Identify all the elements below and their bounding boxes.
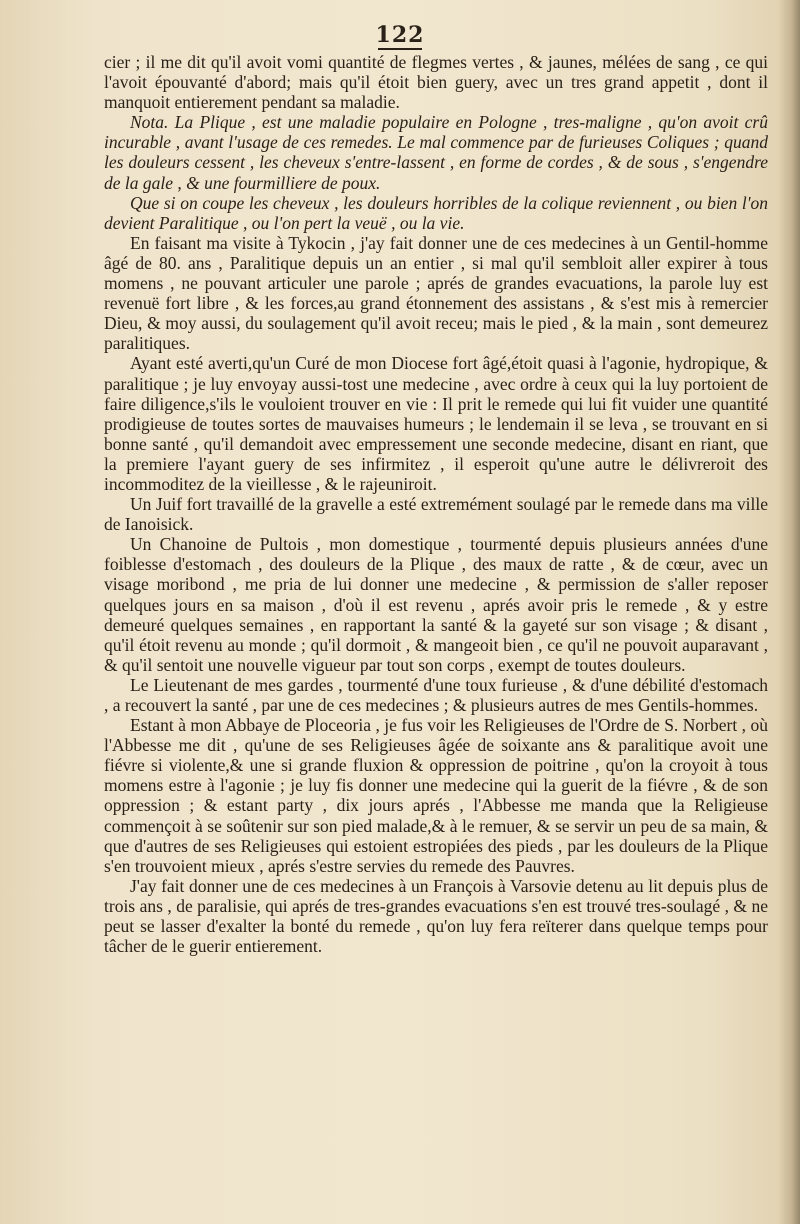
paragraph-abbaye: Estant à mon Abbaye de Ploceoria , je fus voir les Religieuses de l'Ordre de S. Norbert , où l'Abbesse me dit , qu'une de ses Religieuses âgée de soixante ans & paralitique avoit une fiévre si violente,& une si grande fluxion & oppression de poitrine , qu'on la croyoit à tous momens estre à l'agonie ; je luy fis donner une medecine qui la guerit de la fiévre , & de son oppression ; & estant party , dix jours aprés , l'Abbesse me manda que la Religieuse commençoit à se soûtenir sur son pied malade,& à le remuer, & se servir un peu de sa main, & que d'autres de ses Religieuses qui estoient estropiées des pieds , par les douleurs de la Plique s'en trouvoient mieux , aprés s'estre servies du remede des Pauvres. <box>104 715 768 876</box>
body-text <box>104 52 768 956</box>
paragraph-varsovie: J'ay fait donner une de ces medecines à un François à Varsovie detenu au lit depuis plus de trois ans , de paralisie, qui aprés de tres-grandes evacuations s'en est trouvé tres-soulagé , & ne peut se lasser d'exalter la bonté du remede , qu'on luy fera reïterer dans quelque temps pour tâcher de le guerir entierement. <box>104 875 768 957</box>
page-number: 122 <box>375 22 425 48</box>
paragraph-cure: Ayant esté averti,qu'un Curé de mon Diocese fort âgé,étoit quasi à l'agonie, hydropique, & paralitique ; je luy envoyay aussi-tost une medecine , avec ordre à ceux qui la luy portoient de faire diligence,s'ils le vouloient trouver en vie : Il prit le remede qui lui fit vuider une quantité prodigieuse de toutes sortes de mauvaises humeurs ; le lendemain il se leva , se trouvant en si bonne santé , qu'il demandoit avec empressement une seconde medecine, disant en riant, que la premiere l'ayant guery de ses infirmitez , il esperoit qu'une autre le délivreroit des incommoditez de la vieillesse , & le rajeuniroit. <box>104 353 768 494</box>
paragraph-tykocin: En faisant ma visite à Tykocin , j'ay fait donner une de ces medecines à un Gentil-homme âgé de 80. ans , Paralitique depuis un an entier , si mal qu'il sembloit aller expirer à tous momens , ne pouvant articuler une parole ; aprés de grandes evacuations, la parole luy est revenuë fort libre , & les forces,au grand étonnement des assistans , & s'est mis à remercier Dieu, & moy aussi, du soulagement qu'il avoit receu; mais le pied , & la main , sont demeurez paralitiques. <box>104 232 768 354</box>
paragraph-juif: Un Juif fort travaillé de la gravelle a esté extremément soulagé par le remede dans ma ville de Ianoisick. <box>104 494 768 535</box>
page-edge-shadow <box>778 0 800 1224</box>
paragraph-nota: Nota. La Plique , est une maladie populaire en Pologne , tres-maligne , qu'on avoit crû incurable , avant l'usage de ces remedes. Le mal commence par de furieuses Coliques ; quand les douleurs cessent , les cheveux s'entre-lassent , en forme de cordes , & de sous , s'engendre de la gale , & une fourmilliere de poux. <box>104 112 768 193</box>
paragraph-chanoine: Un Chanoine de Pultois , mon domestique , tourmenté depuis plusieurs années d'une foiblesse d'estomach , des douleurs de la Plique , des maux de ratte , & de cœur, avec un visage moribond , me pria de lui donner une medecine , & permission de s'aller reposer quelques jours en sa maison , d'où il est revenu , aprés avoir pris le remede , & y estre demeuré quelques semaines , en rapportant la santé & la gayeté sur son visage ; & disant , qu'il étoit revenu au monde ; qu'il dormoit , & mangeoit bien , ce qu'il ne pouvoit auparavant , & qu'il sentoit une nouvelle vigueur par tout son corps , exempt de toutes douleurs. <box>104 534 768 675</box>
paragraph-lieutenant: Le Lieutenant de mes gardes , tourmenté d'une toux furieuse , & d'une débilité d'estomach , a recouvert la santé , par une de ces medecines ; & plusieurs autres de mes Gentils-hommes. <box>104 674 768 715</box>
paragraph-1: cier ; il me dit qu'il avoit vomi quantité de flegmes vertes , & jaunes, mélées de sang , ce qui l'avoit épouvanté d'abord; mais qu'il étoit bien guery, avec un tres grand appetit , dont il manquoit entierement pendant sa maladie. <box>104 52 768 113</box>
paragraph-plique-2: Que si on coupe les cheveux , les douleurs horribles de la colique reviennent , ou bien l'on devient Paralitique , ou l'on pert la veuë , ou la vie. <box>104 192 768 233</box>
folio-rule <box>378 48 422 50</box>
